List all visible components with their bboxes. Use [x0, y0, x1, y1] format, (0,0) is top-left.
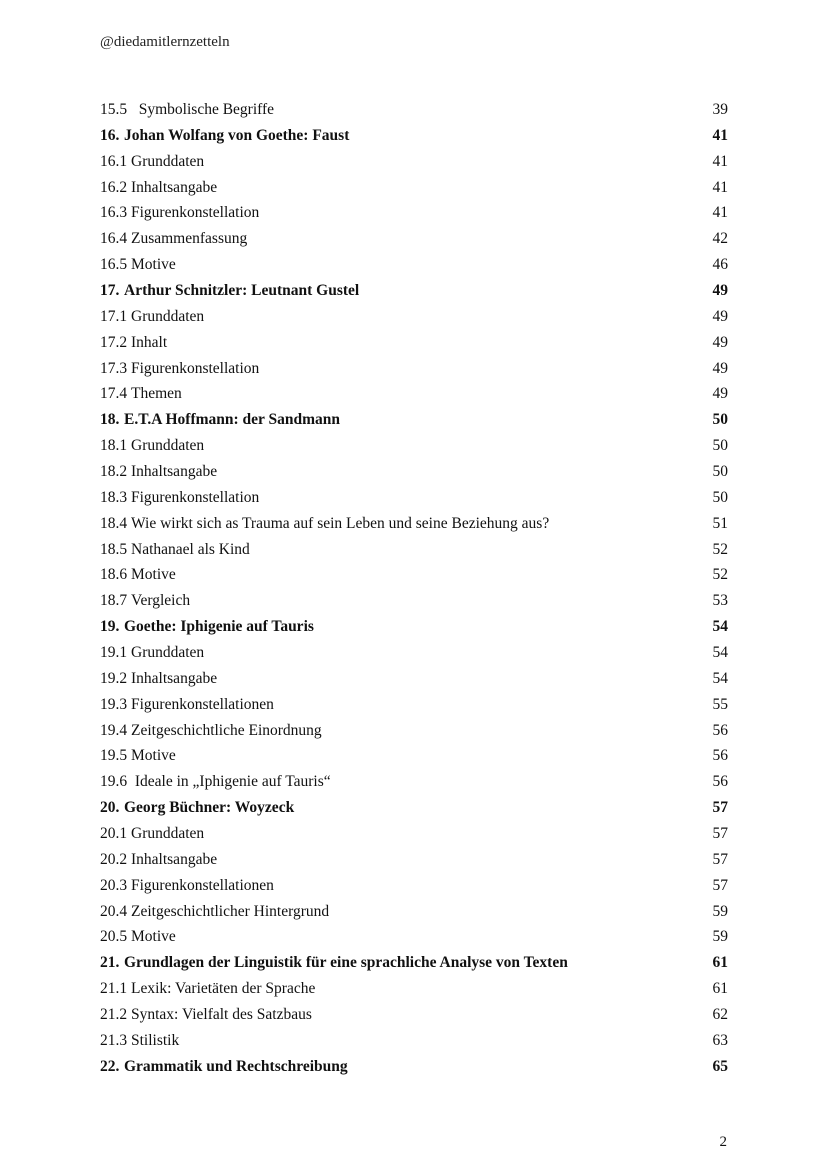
toc-chapter-entry[interactable]: [100, 1054, 728, 1080]
toc-entry-title: Figurenkonstellation: [131, 204, 260, 222]
toc-entry-title: Stilistik: [131, 1031, 180, 1049]
toc-entry-label: [100, 670, 217, 688]
toc-entry-label: [100, 825, 204, 843]
toc-section-entry[interactable]: [100, 873, 728, 899]
toc-entry-number: 19.6: [100, 773, 128, 791]
toc-entry-title: Vergleich: [131, 592, 191, 610]
toc-section-entry[interactable]: [100, 459, 728, 485]
toc-entry-page: 52: [712, 540, 728, 558]
toc-entry-page: 50: [712, 437, 728, 455]
toc-entry-title: Johan Wolfang von Goethe: Faust: [124, 126, 350, 144]
toc-entry-page: 61: [712, 954, 728, 972]
toc-entry-title: Figurenkonstellation: [131, 359, 260, 377]
toc-entry-label: [100, 411, 340, 429]
toc-entry-title: Themen: [131, 385, 182, 403]
toc-entry-page: 56: [712, 773, 728, 791]
toc-entry-page: 49: [712, 281, 728, 299]
toc-entry-label: [100, 515, 549, 533]
toc-entry-title: Syntax: Vielfalt des Satzbaus: [131, 1006, 312, 1023]
toc-entry-label: [100, 954, 568, 972]
toc-section-entry[interactable]: [100, 226, 728, 252]
toc-entry-title: Symbolische Begriffe: [138, 100, 275, 118]
toc-entry-page: 56: [712, 747, 728, 765]
toc-section-entry[interactable]: [100, 433, 728, 459]
toc-chapter-entry[interactable]: [100, 278, 728, 304]
toc-chapter-entry[interactable]: [100, 614, 728, 640]
toc-entry-page: 55: [712, 695, 728, 713]
toc-entry-label: [100, 153, 204, 171]
toc-entry-title: Grunddaten: [131, 437, 205, 455]
toc-entry-page: 41: [712, 152, 728, 170]
toc-entry-number: 18.1: [100, 437, 128, 455]
toc-entry-label: [100, 773, 331, 791]
toc-section-entry[interactable]: [100, 381, 728, 407]
toc-entry-label: [100, 385, 182, 403]
toc-entry-page: 50: [712, 488, 728, 506]
toc-entry-number: 18.3: [100, 488, 128, 506]
toc-section-entry[interactable]: [100, 743, 728, 769]
toc-entry-number: 21.3: [100, 1031, 128, 1049]
toc-entry-number: 20.: [100, 799, 120, 817]
toc-entry-number: 22.: [100, 1057, 120, 1075]
toc-entry-number: 18.5: [100, 540, 128, 558]
toc-entry-title: Inhaltsangabe: [131, 850, 218, 868]
toc-entry-label: [100, 360, 259, 378]
toc-entry-label: [100, 1058, 348, 1076]
page-number: 2: [719, 1134, 727, 1150]
toc-entry-page: 61: [712, 980, 728, 998]
toc-entry-number: 20.3: [100, 876, 128, 894]
toc-section-entry[interactable]: [100, 97, 728, 123]
toc-entry-number: 17.4: [100, 385, 128, 403]
toc-entry-page: 49: [712, 333, 728, 351]
toc-section-entry[interactable]: [100, 330, 728, 356]
toc-entry-page: 41: [712, 178, 728, 196]
toc-entry-page: 50: [712, 462, 728, 480]
toc-entry-title: Figurenkonstellationen: [131, 695, 274, 713]
toc-section-entry[interactable]: [100, 821, 728, 847]
toc-section-entry[interactable]: [100, 718, 728, 744]
toc-section-entry[interactable]: [100, 847, 728, 873]
toc-entry-title: E.T.A Hoffmann: der Sandmann: [124, 411, 341, 429]
toc-entry-title: Ideale in „Iphigenie auf Tauris“: [134, 773, 331, 791]
toc-entry-number: 17.2: [100, 333, 128, 351]
toc-entry-label: [100, 644, 204, 662]
toc-section-entry[interactable]: [100, 769, 728, 795]
toc-section-entry[interactable]: [100, 1028, 728, 1054]
toc-entry-label: [100, 1032, 179, 1050]
toc-section-entry[interactable]: [100, 692, 728, 718]
toc-entry-label: [100, 1006, 312, 1024]
toc-entry-label: [100, 541, 250, 559]
toc-entry-title: Zusammenfassung: [131, 230, 248, 248]
toc-entry-number: 19.1: [100, 643, 128, 661]
toc-entry-title: Inhaltsangabe: [131, 669, 218, 687]
toc-entry-number: 19.2: [100, 669, 128, 687]
toc-entry-label: [100, 799, 294, 817]
toc-chapter-entry[interactable]: [100, 407, 728, 433]
toc-entry-page: 56: [712, 721, 728, 739]
toc-entry-number: 17.1: [100, 307, 128, 325]
toc-entry-title: Grunddaten: [131, 152, 205, 170]
toc-entry-number: 18.2: [100, 462, 128, 480]
toc-entry-title: Inhalt: [131, 333, 168, 351]
toc-entry-title: Inhaltsangabe: [131, 462, 218, 480]
toc-entry-label: [100, 282, 359, 300]
toc-entry-number: 19.5: [100, 747, 128, 765]
toc-entry-page: 50: [712, 411, 728, 429]
toc-entry-label: [100, 127, 349, 145]
toc-entry-number: 16.1: [100, 152, 128, 170]
toc-entry-number: 18.6: [100, 566, 128, 584]
toc-entry-label: [100, 230, 247, 248]
toc-entry-title: Motive: [131, 747, 176, 765]
toc-entry-label: [100, 903, 329, 921]
toc-entry-page: 46: [712, 256, 728, 274]
toc-entry-number: 20.5: [100, 928, 128, 946]
toc-entry-page: 49: [712, 307, 728, 325]
toc-entry-page: 59: [712, 928, 728, 946]
toc-entry-number: 20.1: [100, 824, 128, 842]
toc-entry-page: 57: [712, 850, 728, 868]
toc-entry-label: [100, 851, 217, 869]
toc-entry-page: 54: [712, 643, 728, 661]
toc-entry-label: [100, 722, 322, 740]
toc-entry-label: [100, 179, 217, 197]
toc-chapter-entry[interactable]: [100, 123, 728, 149]
toc-entry-page: 42: [712, 230, 728, 248]
toc-section-entry[interactable]: [100, 562, 728, 588]
toc-entry-number: 17.3: [100, 359, 128, 377]
toc-section-entry[interactable]: [100, 1002, 728, 1028]
toc-entry-number: 16.: [100, 126, 120, 144]
toc-entry-page: 63: [712, 1031, 728, 1049]
toc-entry-number: 17.: [100, 281, 120, 299]
toc-entry-page: 52: [712, 566, 728, 584]
toc-entry-number: 16.5: [100, 256, 128, 274]
toc-entry-title: Figurenkonstellationen: [131, 876, 274, 894]
toc-entry-page: 49: [712, 385, 728, 403]
toc-entry-page: 65: [712, 1057, 728, 1075]
page-header: @diedamitlernzetteln: [100, 34, 230, 50]
toc-entry-title: Arthur Schnitzler: Leutnant Gustel: [124, 281, 360, 299]
toc-entry-title: Zeitgeschichtlicher Hintergrund: [131, 902, 330, 920]
toc-section-entry[interactable]: [100, 588, 728, 614]
toc-entry-number: 20.2: [100, 850, 128, 868]
toc-section-entry[interactable]: [100, 925, 728, 951]
toc-entry-label: [100, 980, 315, 998]
toc-entry-label: [100, 747, 176, 765]
toc-entry-number: 16.4: [100, 230, 128, 248]
toc-entry-label: [100, 204, 259, 222]
toc-section-entry[interactable]: [100, 175, 728, 201]
toc-entry-number: 16.3: [100, 204, 128, 222]
toc-entry-label: [100, 618, 314, 636]
toc-section-entry[interactable]: [100, 640, 728, 666]
toc-entry-page: 57: [712, 799, 728, 817]
toc-entry-number: 16.2: [100, 178, 128, 196]
toc-entry-label: [100, 489, 259, 507]
toc-entry-label: [100, 696, 274, 714]
toc-entry-number: 21.1: [100, 980, 128, 998]
toc-entry-label: [100, 101, 274, 119]
toc-entry-number: 19.3: [100, 695, 128, 713]
toc-entry-page: 41: [712, 204, 728, 222]
toc-entry-page: 57: [712, 824, 728, 842]
toc-entry-title: Motive: [131, 256, 176, 274]
toc-entry-page: 57: [712, 876, 728, 894]
toc-entry-title: Wie wirkt sich as Trauma auf sein Leben und seine Beziehung aus?: [131, 514, 550, 532]
toc-section-entry[interactable]: [100, 356, 728, 382]
toc-section-entry[interactable]: [100, 899, 728, 925]
toc-entry-label: [100, 928, 176, 946]
toc-entry-page: 59: [712, 902, 728, 920]
toc-entry-label: [100, 256, 176, 274]
toc-entry-title: Grunddaten: [131, 643, 205, 661]
toc-entry-spacer: [127, 101, 139, 119]
toc-chapter-entry[interactable]: [100, 950, 728, 976]
toc-entry-title: Goethe: Iphigenie auf Tauris: [124, 618, 314, 636]
toc-entry-page: 41: [712, 126, 728, 144]
toc-section-entry[interactable]: [100, 976, 728, 1002]
toc-section-entry[interactable]: [100, 252, 728, 278]
toc-entry-title: Grunddaten: [131, 824, 205, 842]
toc-entry-page: 62: [712, 1006, 728, 1023]
toc-entry-title: Grammatik und Rechtschreibung: [124, 1057, 348, 1075]
toc-entry-number: 19.4: [100, 721, 128, 739]
toc-entry-label: [100, 463, 217, 481]
toc-entry-label: [100, 592, 190, 610]
toc-entry-title: Grundlagen der Linguistik für eine sprachliche Analyse von Texten: [124, 954, 568, 972]
toc-entry-number: 18.7: [100, 592, 128, 610]
toc-entry-page: 49: [712, 359, 728, 377]
toc-entry-title: Nathanael als Kind: [131, 540, 250, 558]
toc-entry-title: Motive: [131, 566, 176, 584]
toc-entry-label: [100, 437, 204, 455]
toc-entry-number: 18.4: [100, 514, 128, 532]
toc-entry-number: 15.5: [100, 100, 128, 118]
toc-entry-label: [100, 877, 274, 895]
table-of-contents: [100, 97, 728, 1080]
toc-entry-page: 51: [712, 514, 728, 532]
toc-entry-title: Figurenkonstellation: [131, 488, 260, 506]
toc-entry-label: [100, 308, 204, 326]
toc-entry-number: 18.: [100, 411, 120, 429]
toc-entry-title: Lexik: Varietäten der Sprache: [131, 980, 316, 998]
toc-entry-page: 39: [712, 100, 728, 118]
toc-entry-title: Motive: [131, 928, 176, 946]
toc-entry-title: Grunddaten: [131, 307, 205, 325]
toc-section-entry[interactable]: [100, 149, 728, 175]
toc-section-entry[interactable]: [100, 200, 728, 226]
toc-section-entry[interactable]: [100, 666, 728, 692]
toc-entry-number: 19.: [100, 618, 120, 636]
toc-entry-page: 53: [712, 592, 728, 610]
toc-entry-title: Inhaltsangabe: [131, 178, 218, 196]
toc-entry-page: 54: [712, 618, 728, 636]
toc-entry-title: Zeitgeschichtliche Einordnung: [131, 721, 322, 739]
toc-entry-title: Georg Büchner: Woyzeck: [124, 799, 295, 817]
toc-section-entry[interactable]: [100, 304, 728, 330]
toc-section-entry[interactable]: [100, 485, 728, 511]
toc-entry-page: 54: [712, 669, 728, 687]
toc-entry-number: 21.2: [100, 1006, 128, 1023]
toc-entry-label: [100, 566, 176, 584]
toc-entry-spacer: [127, 773, 135, 791]
toc-chapter-entry[interactable]: [100, 795, 728, 821]
toc-entry-label: [100, 334, 167, 352]
toc-entry-number: 21.: [100, 954, 120, 972]
toc-section-entry[interactable]: [100, 511, 728, 537]
toc-section-entry[interactable]: [100, 537, 728, 563]
toc-entry-number: 20.4: [100, 902, 128, 920]
